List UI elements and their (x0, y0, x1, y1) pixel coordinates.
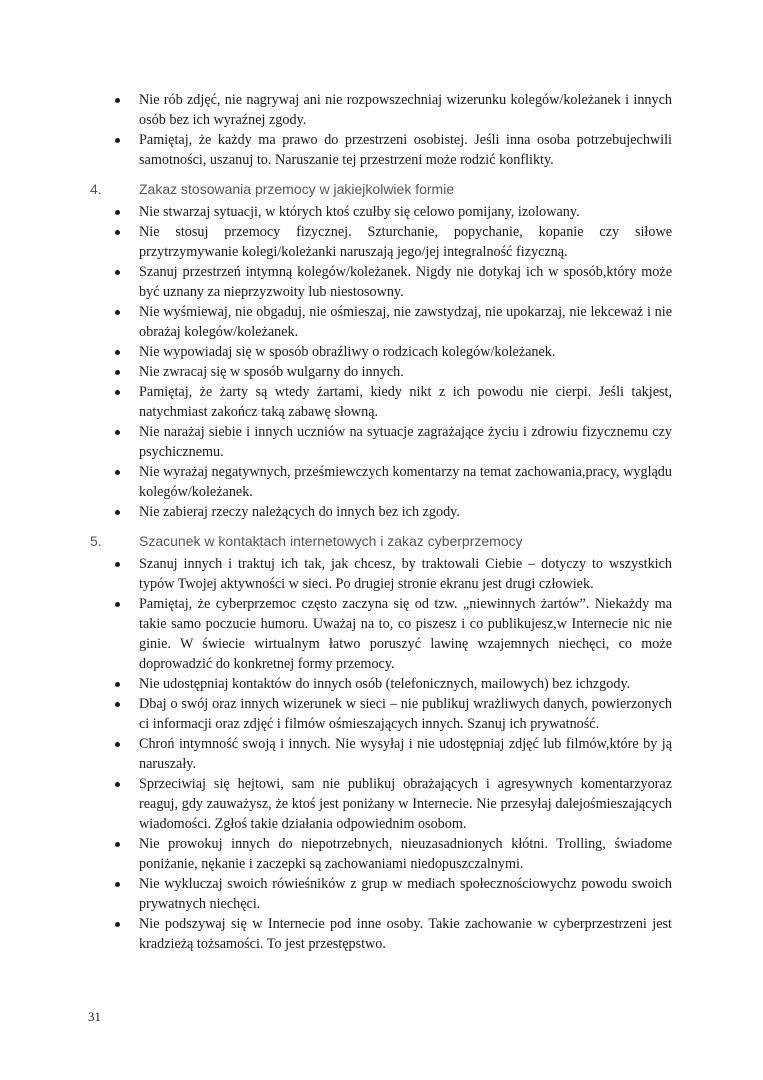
list-item-text: Chroń intymność swoją i innych. Nie wysyłaj i nie udostępniaj zdjęć lub filmów,które by ją naruszały. (139, 736, 672, 772)
bullet-icon (115, 510, 120, 515)
section-number: 5. (90, 533, 102, 549)
list-item-text: Szanuj innych i traktuj ich tak, jak chcesz, by traktowali Ciebie – dotyczy to wszystkich typów Twojej aktywności w sieci. Po drugiej stronie ekranu jest drugi człowiek. (139, 556, 672, 592)
list-item-text: Nie zabieraj rzeczy należących do innych bez ich zgody. (139, 504, 460, 520)
list-item (139, 302, 672, 342)
bullet-icon (115, 390, 120, 395)
list-item-text: Dbaj o swój oraz innych wizerunek w sieci – nie publikuj wrażliwych danych, powierzonych ci informacji oraz zdjęć i filmów ośmieszających innych. Szanuj ich prywatność. (139, 696, 672, 732)
list-item (139, 422, 672, 462)
section-5-list (0, 554, 763, 954)
list-item-text: Nie wykluczaj swoich rówieśników z grup w mediach społecznościowychz powodu swoich prywatnych niechęci. (139, 876, 672, 912)
bullet-icon (115, 922, 120, 927)
bullet-icon (115, 470, 120, 475)
list-item-text: Nie narażaj siebie i innych uczniów na sytuacje zagrażające życiu i zdrowiu fizycznemu czy psychicznemu. (139, 424, 672, 460)
list-item (139, 262, 672, 302)
list-item-text: Nie stosuj przemocy fizycznej. Szturchanie, popychanie, kopanie czy siłowe przytrzymywanie kolegi/koleżanki naruszają jego/jej integralność fizyczną. (139, 224, 672, 260)
bullet-icon (115, 310, 120, 315)
bullet-icon (115, 230, 120, 235)
section-4-list (0, 202, 763, 522)
section-heading-4 (0, 178, 763, 202)
list-item (139, 674, 672, 694)
list-item-text: Nie stwarzaj sytuacji, w których ktoś czułby się celowo pomijany, izolowany. (139, 204, 580, 220)
bullet-icon (115, 782, 120, 787)
bullet-icon (115, 702, 120, 707)
list-item-text: Nie wypowiadaj się w sposób obraźliwy o rodzicach kolegów/koleżanek. (139, 344, 556, 360)
list-item (139, 342, 672, 362)
bullet-icon (115, 682, 120, 687)
list-item (139, 914, 672, 954)
list-item-text: Nie zwracaj się w sposób wulgarny do innych. (139, 364, 404, 380)
bullet-icon (115, 430, 120, 435)
page-content (0, 90, 763, 954)
list-item (139, 594, 672, 674)
bullet-icon (115, 882, 120, 887)
list-item-text: Pamiętaj, że żarty są wtedy żartami, kiedy nikt z ich powodu nie cierpi. Jeśli takjest, natychmiast zakończ taką zabawę słowną. (139, 384, 672, 420)
list-item (139, 774, 672, 834)
list-item-text: Nie wyśmiewaj, nie obgaduj, nie ośmieszaj, nie zawstydzaj, nie upokarzaj, nie lekceważ i nie obrażaj kolegów/koleżanek. (139, 304, 672, 340)
list-item (139, 462, 672, 502)
bullet-icon (115, 370, 120, 375)
list-item (139, 90, 672, 130)
list-item (139, 734, 672, 774)
list-item-text: Pamiętaj, że każdy ma prawo do przestrzeni osobistej. Jeśli inna osoba potrzebujechwili samotności, uszanuj to. Naruszanie tej przestrzeni może rodzić konflikty. (139, 132, 672, 168)
bullet-icon (115, 210, 120, 215)
list-item (139, 130, 672, 170)
intro-list (0, 90, 763, 170)
list-item-text: Sprzeciwiaj się hejtowi, sam nie publikuj obrażających i agresywnych komentarzyoraz reaguj, gdy zauważysz, że ktoś jest poniżany w Internecie. Nie przesyłaj dalejośmieszających wiadomości. Zgłoś takie działania odpowiednim osobom. (139, 776, 672, 832)
bullet-icon (115, 562, 120, 567)
bullet-icon (115, 350, 120, 355)
list-item (139, 554, 672, 594)
list-item-text: Nie podszywaj się w Internecie pod inne osoby. Takie zachowanie w cyberprzestrzeni jest kradzieżą tożsamości. To jest przestępstwo. (139, 916, 672, 952)
section-title: Zakaz stosowania przemocy w jakiejkolwiek formie (139, 181, 455, 197)
list-item-text: Nie rób zdjęć, nie nagrywaj ani nie rozpowszechniaj wizerunku kolegów/koleżanek i innych osób bez ich wyraźnej zgody. (139, 92, 672, 128)
list-item (139, 362, 672, 382)
list-item (139, 874, 672, 914)
list-item-text: Nie udostępniaj kontaktów do innych osób (telefonicznych, mailowych) bez ichzgody. (139, 676, 631, 692)
list-item (139, 382, 672, 422)
list-item-text: Nie wyrażaj negatywnych, prześmiewczych komentarzy na temat zachowania,pracy, wyglądu kolegów/koleżanek. (139, 464, 672, 500)
bullet-icon (115, 98, 120, 103)
bullet-icon (115, 270, 120, 275)
list-item-text: Nie prowokuj innych do niepotrzebnych, nieuzasadnionych kłótni. Trolling, świadome poniżanie, nękanie i zaczepki są zachowaniami niedopuszczalnymi. (139, 836, 672, 872)
bullet-icon (115, 138, 120, 143)
bullet-icon (115, 742, 120, 747)
list-item-text: Szanuj przestrzeń intymną kolegów/koleżanek. Nigdy nie dotykaj ich w sposób,który może być uznany za nieprzyzwoity lub niestosowny. (139, 264, 672, 300)
list-item (139, 222, 672, 262)
bullet-icon (115, 842, 120, 847)
list-item (139, 694, 672, 734)
list-item (139, 202, 672, 222)
bullet-icon (115, 602, 120, 607)
section-heading-5 (0, 530, 763, 554)
page-number: 31 (88, 1009, 101, 1024)
section-number: 4. (90, 181, 102, 197)
list-item (139, 502, 672, 522)
list-item-text: Pamiętaj, że cyberprzemoc często zaczyna się od tzw. „niewinnych żartów”. Niekażdy ma takie samo poczucie humoru. Uważaj na to, co piszesz i co publikujesz,w Internecie nic nie ginie. W świecie wirtualnym łatwo poruszyć lawinę wzajemnych niechęci, co może doprowadzić do konkretnej formy przemocy. (139, 596, 672, 672)
list-item (139, 834, 672, 874)
section-title: Szacunek w kontaktach internetowych i zakaz cyberprzemocy (139, 533, 523, 549)
